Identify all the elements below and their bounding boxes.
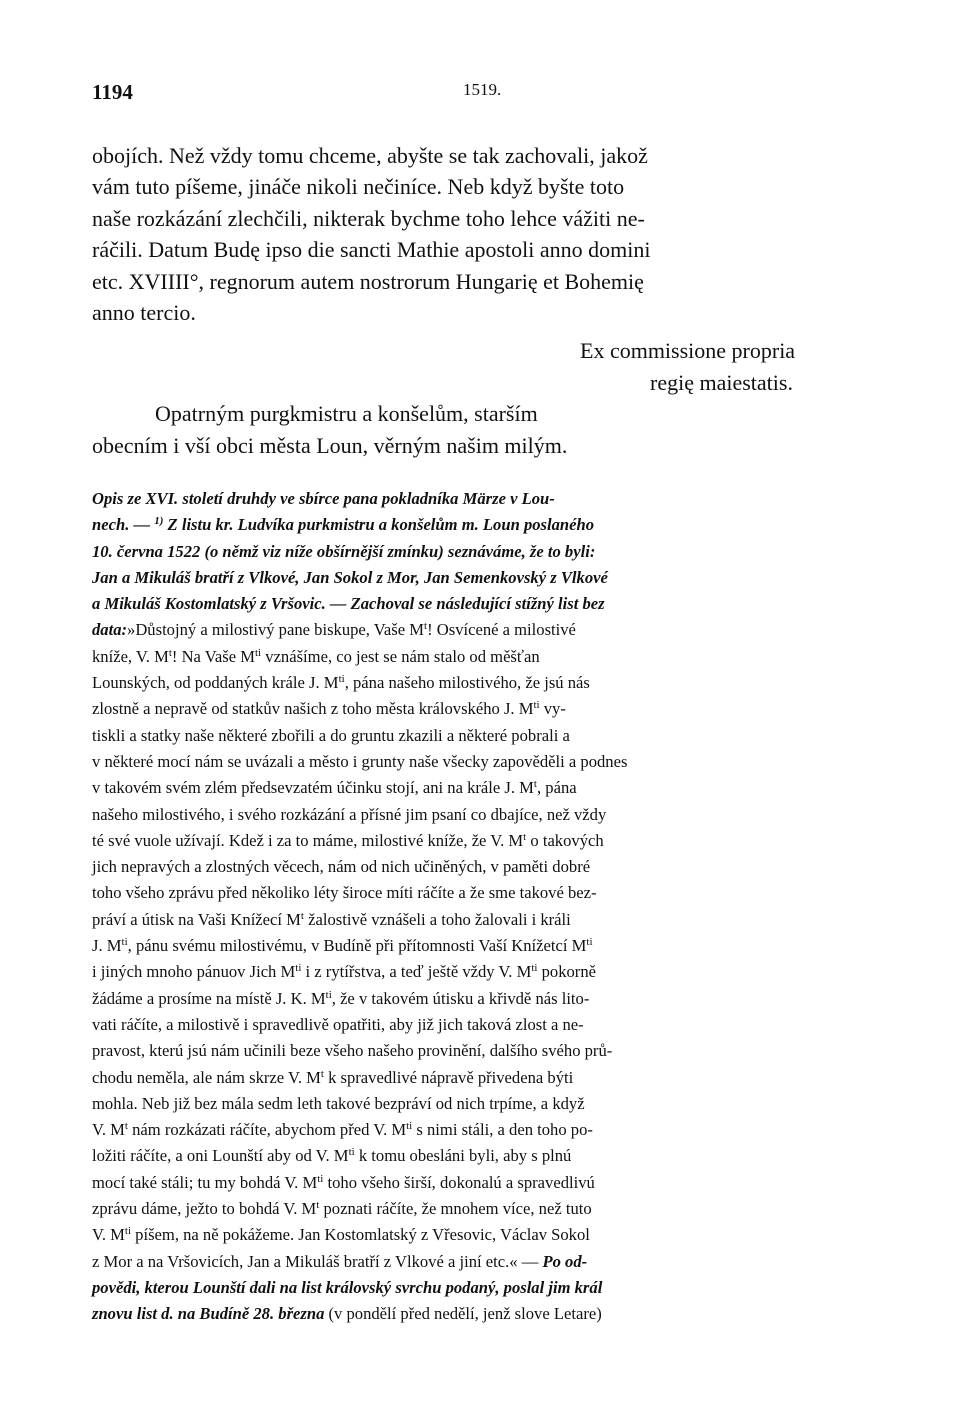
note-line: jich nepravých a zlostných věcech, nám od nich učiněných, v paměti dobré: [92, 857, 591, 877]
main-text: [92, 140, 872, 328]
note-line: i jiných mnoho pánuov Jich $M^{ti}$ i z rytířstva, a teď ještě vždy V. $M^{ti}$ pokorně: [92, 962, 596, 982]
note-line: z Mor a na Vršovicích, Jan a Mikuláš bratří z Vlkové a jiní etc.« — Po od-: [92, 1251, 588, 1271]
note-line: Lounských, od poddaných krále J. $M^{ti}$, pána našeho milostivého, že jsú nás: [92, 673, 590, 693]
text-line: etc. XVIIII°, regnorum autem nostrorum Hungarię et Bohemię: [92, 268, 644, 294]
note-line: J. $M^{ti}$, pánu svému milostivému, v Budíně při přítomnosti Vaší Knížetcí $M^{ti}$: [92, 936, 593, 956]
note-line: data:»Důstojný a milostivý pane biskupe, Vaše $M^t$! Osvícené a milostivé: [92, 620, 576, 640]
running-head-year: 1519.: [463, 80, 502, 99]
note-line: mohla. Neb již bez mála sedm leth takové bezpráví od nich trpíme, a když: [92, 1093, 585, 1113]
note-line: Jan a Mikuláš bratří z Vlkové, Jan Sokol z Mor, Jan Semenkovský z Vlkové: [92, 567, 608, 587]
note-line: našeho milostivého, i svého rozkázání a přísné jim psaní co dbajíce, než vždy: [92, 804, 607, 824]
text-line: obojích. Než vždy tomu chceme, abyšte se tak zachovali, jakož: [92, 143, 648, 168]
note-line: povědi, kterou Lounští dali na list královský svrchu podaný, poslal jim král: [92, 1277, 603, 1297]
note-line: chodu neměla, ale nám skrze V. $M^t$ k spravedlivé nápravě přivedena býti: [92, 1067, 574, 1087]
note-line: zprávu dáme, ježto to bohdá V. $M^t$ poznati ráčíte, že mnohem více, než tuto: [92, 1199, 592, 1219]
signature-line-2: regię maiestatis.: [650, 370, 793, 395]
note-line: 10. června 1522 (o němž viz níže obšírnější zmínku) seznáváme, že to byli:: [92, 541, 596, 561]
text-line: vám tuto píšeme, jináče nikoli nečiníce. Neb když byšte toto: [92, 174, 625, 200]
note-line: nech. — $^{1)}$ Z listu kr. Ludvíka purkmistru a konšelům m. Loun poslaného: [92, 515, 595, 535]
note-line: ložiti ráčíte, a oni Lounští aby od V. $M^{ti}$ k tomu obesláni byli, aby s plnú: [92, 1146, 572, 1166]
note-line: a Mikuláš Kostomlatský z Vršovic. — Zachoval se následující stížný list bez: [92, 594, 605, 614]
note-line: pravost, kterú jsú nám učinili beze všeho našeho provinění, dalšího svého prů-: [92, 1041, 613, 1061]
note-line: Opis ze XVI. století druhdy ve sbírce pana pokladníka Märze v Lou-: [92, 489, 555, 508]
note-line: práví a útisk na Vaši Knížecí $M^t$ žalostivě vznášeli a toho žalovali i králi: [92, 909, 571, 929]
note-line: toho všeho zprávu před několiko léty široce míti ráčíte a že sme takové bez-: [92, 883, 597, 903]
page-number: 1194: [92, 80, 133, 104]
text-line: ráčili. Datum Budę ipso die sancti Mathie apostoli anno domini: [92, 237, 651, 263]
note-line: znovu list d. na Budíně 28. března (v pondělí před nedělí, jenž slove Letare): [92, 1304, 602, 1324]
note-line: v některé mocí nám se uvázali a město i grunty naše všecky zapověděli a podnes: [92, 751, 628, 771]
signature-line-1: Ex commissione propria: [580, 338, 796, 363]
note-line: žádáme a prosíme na místě J. K. $M^{ti}$, že v takovém útisku a křivdě nás lito-: [92, 988, 590, 1008]
note-line: V. $M^t$ nám rozkázati ráčíte, abychom před V. $M^{ti}$ s nimi stáli, a den toho po-: [92, 1120, 593, 1140]
note-line: zlostně a nepravě od statkův našich z toho města královského J. $M^{ti}$ vy-: [92, 699, 566, 719]
text-line: anno tercio.: [92, 300, 196, 326]
text-line: naše rozkázání zlechčili, nikterak bychme toho lehce vážiti ne-: [92, 205, 645, 231]
note-line: V. $M^{ti}$ píšem, na ně pokážeme. Jan Kostomlatský z Vřesovic, Václav Sokol: [92, 1225, 590, 1245]
note-line: vati ráčíte, a milostivě i spravedlivě opatřiti, aby již jich taková zlost a ne-: [92, 1014, 584, 1034]
note-line: tiskli a statky naše některé zbořili a do gruntu zkazili a některé pobrali a: [92, 725, 570, 745]
address-line-1: Opatrným purgkmistru a konšelům, starším: [155, 401, 538, 426]
note-line: mocí také stáli; tu my bohdá V. $M^{ti}$ toho všeho širší, dokonalú a spravedlivú: [92, 1172, 595, 1192]
address-line-2: obecním i vší obci města Loun, věrným našim milým.: [92, 433, 568, 458]
note-line: kníže, V. $M^t$! Na Vaše $M^{ti}$ vznášíme, co jest se nám stalo od měšťan: [92, 646, 540, 666]
note-line: v takovém svém zlém předsevzatém účinku stojí, ani na krále J. $M^t$, pána: [92, 778, 577, 798]
footnotes: [92, 486, 872, 1328]
note-line: té své vuole užívají. Kdež i za to máme, milostivé kníže, že V. $M^t$ o takových: [92, 830, 604, 850]
